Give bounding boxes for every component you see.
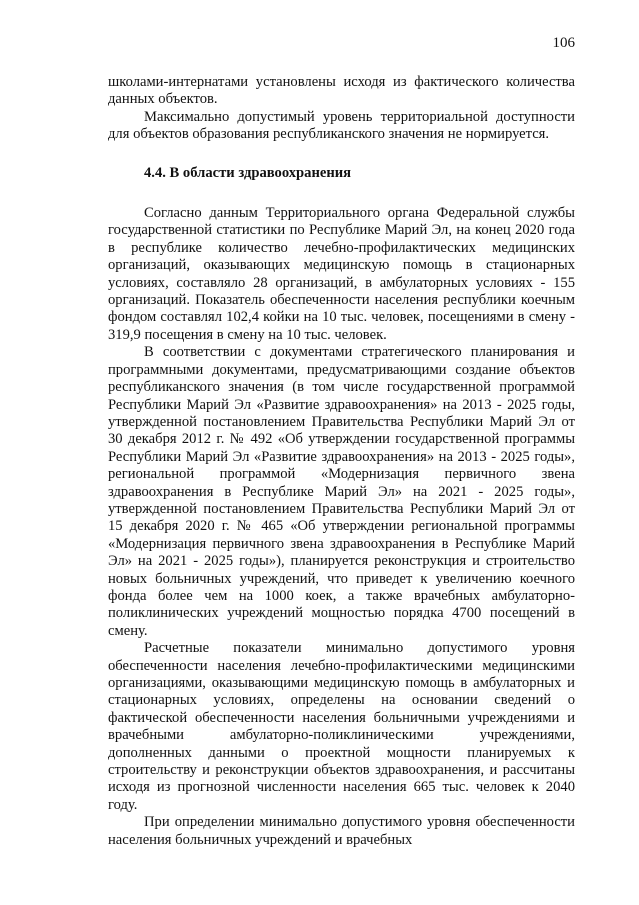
paragraph-statistics: Согласно данным Территориального органа Федеральной службы государственной статистики по Республике Марий Эл, на конец 2020 года в республике количество лечебно-профилактических медицинских организаций, оказывающих медицинскую помощь в стационарных условиях, составляло 28 организаций, в амбулаторных условиях - 155 организаций. Показатель обеспеченности населения республики коечным фондом составлял 102,4 койки на 10 тыс. человек, посещениями в смену - 319,9 посещения в смену на 10 тыс. человек. [108,205,575,343]
paragraph-calculated-indicators: Расчетные показатели минимально допустимого уровня обеспеченности населения лечебно-профилактическими медицинскими организациями, оказывающими медицинскую помощь в амбулаторных и стационарных условиях, определены на основании сведений о фактической обеспеченности населения больничными учреждениями и врачебными амбулаторно-поликлиническими учреждениями, дополненных данными о проектной мощности планируемых к строительству и реконструкции объектов здравоохранения, и рассчитаны исходя из прогнозной численности населения 665 тыс. человек к 2040 году. [108,640,575,813]
paragraph-determination: При определении минимально допустимого уровня обеспеченности населения больничных учреждений и врачебных [108,814,575,848]
section-heading: 4.4. В области здравоохранения [144,164,352,181]
document-page [108,0,575,905]
paragraph-continuation: школами-интернатами установлены исходя из фактического количества данных объектов. [108,74,575,108]
paragraph-education-accessibility: Максимально допустимый уровень территориальной доступности для объектов образования республиканского значения не нормируется. [108,108,575,143]
paragraph-programs: В соответствии с документами стратегического планирования и программными документами, предусматривающими создание объектов республиканского значения (в том числе государственной программой Республики Марий Эл «Развитие здравоохранения» на 2013 - 2025 годы, утвержденной постановлением Правительства Республики Марий Эл от 30 декабря 2012 г. № 492 «Об утверждении государственной программы Республики Марий Эл «Развитие здравоохранения» на 2013 - 2025 годы», региональной программой «Модернизация первичного звена здравоохранения в Республике Марий Эл» на 2021 - 2025 годы», утвержденной постановлением Правительства Республики Марий Эл от 15 декабря 2020 г. № 465 «Об утверждении региональной программы «Модернизация первичного звена здравоохранения в Республике Марий Эл» на 2021 - 2025 годы»), планируется реконструкция и строительство новых больничных учреждений, что приведет к увеличению коечного фонда более чем на 1000 коек, а также врачебных амбулаторно-поликлинических учреждений мощностью порядка 4700 посещений в смену. [108,344,575,639]
page-number: 106 [552,35,575,51]
document-body [108,74,575,849]
